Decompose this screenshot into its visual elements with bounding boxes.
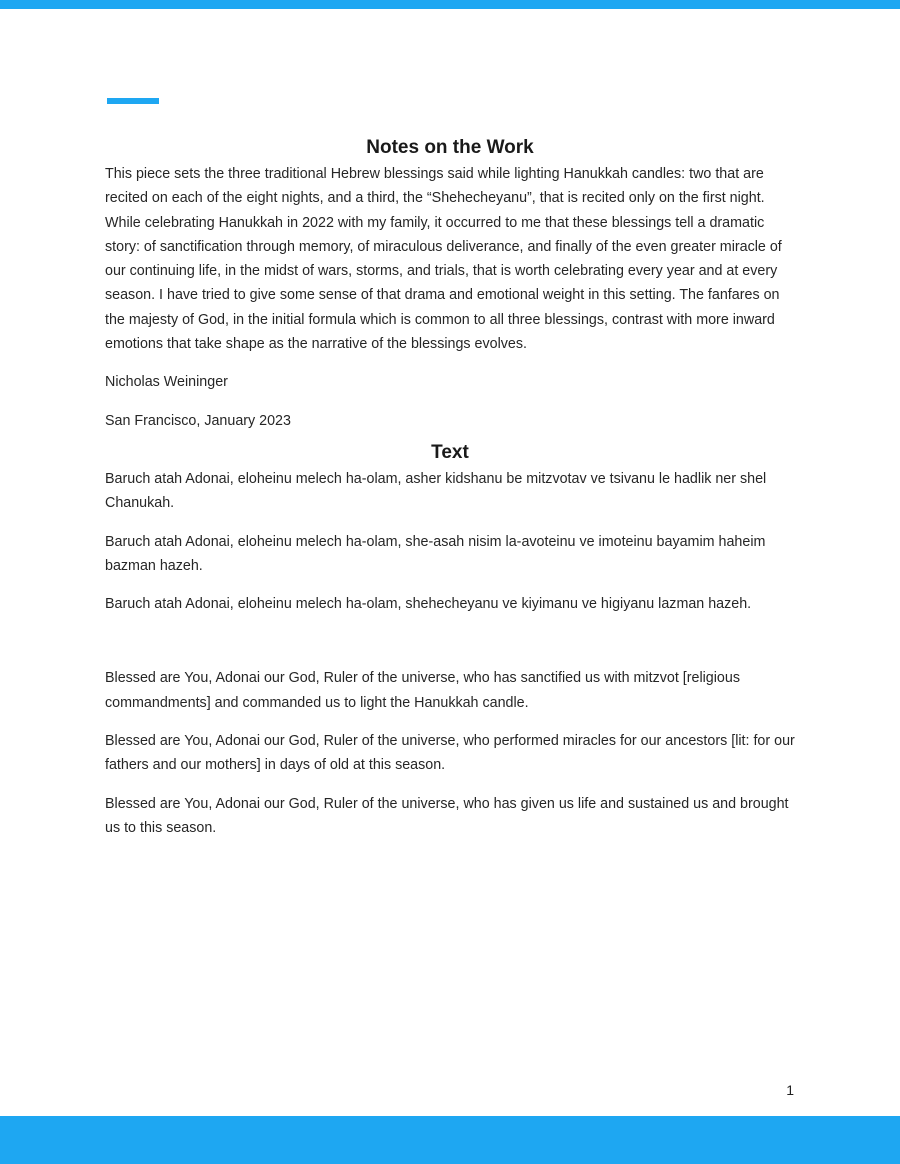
translation-paragraph: Blessed are You, Adonai our God, Ruler of the universe, who has sanctified us with mitzvot [religious commandments] and commanded us to light the Hanukkah candle.	[105, 670, 740, 711]
transliteration-paragraph: Baruch atah Adonai, eloheinu melech ha-olam, asher kidshanu be mitzvotav ve tsivanu le hadlik ner shel Chanukah.	[105, 470, 767, 512]
page-number: 1	[786, 1082, 794, 1098]
top-accent-bar	[0, 0, 900, 9]
place-date: San Francisco, January 2023	[105, 412, 291, 429]
author-name: Nicholas Weininger	[105, 374, 228, 391]
notes-title: Notes on the Work	[366, 137, 534, 158]
page-content	[105, 134, 795, 854]
transliteration-paragraph: Baruch atah Adonai, eloheinu melech ha-olam, she-asah nisim la-avoteinu ve imoteinu bayamim haheim bazman hazeh.	[105, 533, 766, 574]
text-title: Text	[431, 441, 469, 463]
bottom-accent-bar	[0, 1116, 900, 1164]
translation-paragraph: Blessed are You, Adonai our God, Ruler of the universe, who has given us life and sustained us and brought us to this season.	[105, 795, 789, 836]
translation-paragraph: Blessed are You, Adonai our God, Ruler of the universe, who performed miracles for our ancestors [lit: for our fathers and our mothers] in days of old at this season.	[105, 733, 795, 774]
accent-line	[107, 98, 159, 104]
transliteration-paragraph: Baruch atah Adonai, eloheinu melech ha-olam, shehecheyanu ve kiyimanu ve higiyanu lazman hazeh.	[105, 596, 752, 613]
notes-paragraph: This piece sets the three traditional Hebrew blessings said while lighting Hanukkah candles: two that are recited on each of the eight nights, and a third, the “Shehecheyanu”, that is recited only on the first night. While celebrating Hanukkah in 2022 with my family, it occurred to me that these blessings tell a dramatic story: of sanctification through memory, of miraculous deliverance, and finally of the even greater miracle of our continuing life, in the midst of wars, storms, and trials, that is worth celebrating every year and at every season. I have tried to give some sense of that drama and emotional weight in this setting. The fanfares on the majesty of God, in the initial formula which is common to all three blessings, contrast with more inward emotions that take shape as the narrative of the blessings evolves.	[105, 166, 782, 353]
